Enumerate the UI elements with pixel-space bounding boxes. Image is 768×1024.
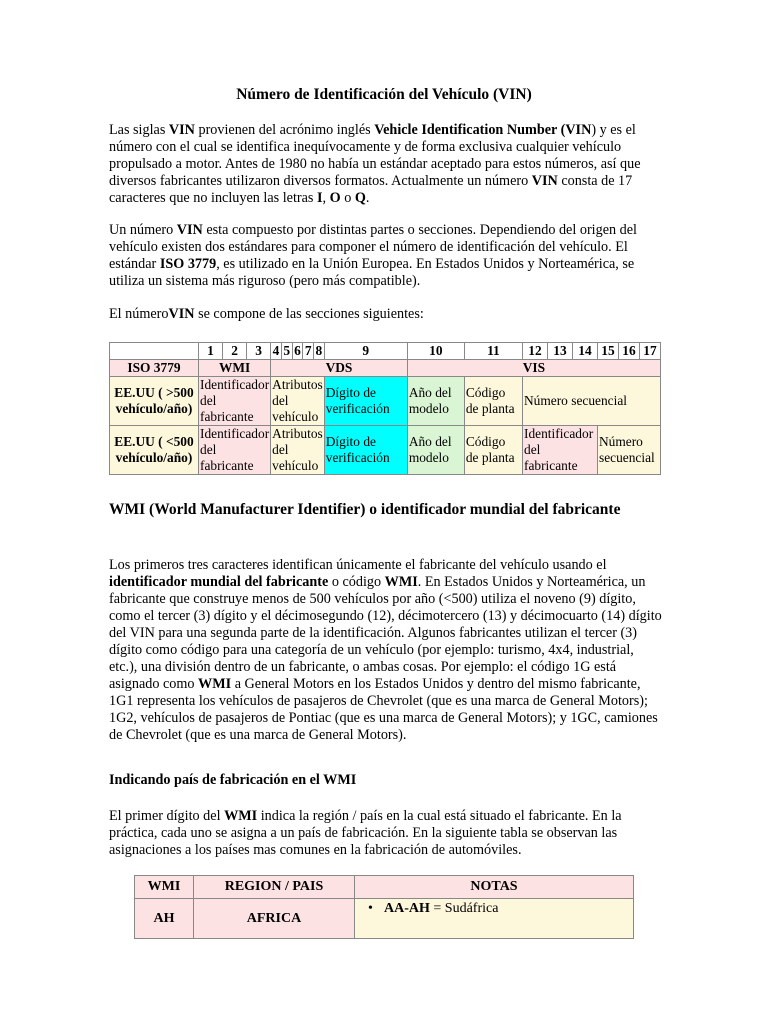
sequential-number-cell: Número secuencial xyxy=(598,426,661,475)
header-region: REGION / PAIS xyxy=(194,876,355,899)
subsection-heading: Indicando país de fabricación en el WMI xyxy=(109,772,357,788)
wmi-country-table xyxy=(134,875,634,939)
iso-label: ISO 3779 xyxy=(110,360,199,377)
country-paragraph: El primer dígito del WMI indica la región / país en la cual está situado el fabricante. En la práctica, cada uno se asigna a un país de fabricación. En la siguiente tabla se observan las asignaciones a los países mas comunes en la fabricación de automóviles. xyxy=(109,808,622,858)
digit-cell: 14 xyxy=(573,343,598,360)
us-more-500-row xyxy=(110,377,661,426)
sections-intro: El númeroVIN se compone de las secciones siguientes: xyxy=(109,306,424,322)
digit-cell: 2 xyxy=(223,343,247,360)
page-title: Número de Identificación del Vehículo (VIN) xyxy=(236,86,532,103)
digit-cell: 1 xyxy=(199,343,223,360)
digit-cell: 16 xyxy=(619,343,640,360)
plant-code-cell: Código de planta xyxy=(464,426,522,475)
digit-cell: 3 xyxy=(247,343,271,360)
iso-row xyxy=(110,360,661,377)
us-less-500-row xyxy=(110,426,661,475)
plant-code-cell: Código de planta xyxy=(464,377,522,426)
notes-cell xyxy=(355,899,634,939)
header-wmi: WMI xyxy=(135,876,194,899)
digit-cell: 13 xyxy=(548,343,573,360)
manufacturer-id-cell-2: Identificador del fabricante xyxy=(523,426,598,475)
wmi-code-cell: AH xyxy=(135,899,194,939)
digit-cell: 10 xyxy=(407,343,464,360)
digit-cell: 7 xyxy=(303,343,314,360)
digit-cell: 4 xyxy=(271,343,282,360)
digit-cell: 11 xyxy=(464,343,522,360)
digit-cell: 17 xyxy=(640,343,661,360)
list-item: • AA-AH = Sudáfrica xyxy=(356,901,632,917)
standards-paragraph: Un número VIN esta compuesto por distintas partes o secciones. Dependiendo del origen del vehículo existen dos estándares para componer el número de identificación del vehículo. El estándar ISO 3779, es utilizado en la Unión Europea. En Estados Unidos y Norteamérica, se utiliza un sistema más riguroso (pero más compatible). xyxy=(109,222,637,289)
sequential-number-cell: Número secuencial xyxy=(523,377,661,426)
vehicle-attributes-cell: Atributos del vehículo xyxy=(272,426,323,473)
digit-cell: 15 xyxy=(598,343,619,360)
us-more-label: EE.UU ( >500 vehículo/año) xyxy=(110,377,199,426)
table-row xyxy=(135,899,634,939)
header-notes: NOTAS xyxy=(355,876,634,899)
intro-paragraph: Las siglas VIN provienen del acrónimo inglés Vehicle Identification Number (VIN) y es el número con el cual se identifica inequívocamente y de forma exclusiva cualquier vehículo propulsado a motor. Antes de 1980 no había un estándar aceptado para estos números, así que diversos fabricantes utilizaron diversos formatos. Actualmente un número VIN consta de 17 caracteres que no incluyen las letras I, O o Q. xyxy=(109,122,641,206)
vds-section: VDS xyxy=(271,360,408,377)
digit-row xyxy=(110,343,661,360)
us-less-label: EE.UU ( <500 vehículo/año) xyxy=(110,426,199,475)
check-digit-cell: Dígito de verificación xyxy=(324,377,407,426)
manufacturer-id-cell: Identificador del fabricante xyxy=(200,426,270,473)
empty-cell xyxy=(110,343,199,360)
digit-cell: 5 xyxy=(281,343,292,360)
manufacturer-id-cell: Identificador del fabricante xyxy=(200,377,270,424)
digit-cell: 9 xyxy=(324,343,407,360)
digit-cell: 6 xyxy=(292,343,303,360)
section-heading-wmi: WMI (World Manufacturer Identifier) o identificador mundial del fabricante xyxy=(109,501,621,518)
model-year-cell: Año del modelo xyxy=(407,377,464,426)
check-digit-cell: Dígito de verificación xyxy=(324,426,407,475)
wmi-header-row xyxy=(135,876,634,899)
wmi-paragraph: Los primeros tres caracteres identifican únicamente el fabricante del vehículo usando el identificador mundial del fabricante o código WMI. En Estados Unidos y Norteamérica, un fabricante que construye menos de 500 vehículos por año (<500) utiliza el noveno (9) dígito, como el tercer (3) dígito y el décimosegundo (12), décimotercero (13) y décimocuarto (14) dígito del VIN para una segunda parte de la identificación. Algunos fabricantes utilizan el tercer (3) dígito como código para una categoría de un vehículo (por ejemplo: turismo, 4x4, industrial, etc.), una división dentro de un fabricante, o ambas cosas. Por ejemplo: el código 1G está asignado como WMI a General Motors en los Estados Unidos y dentro del mismo fabricante, 1G1 representa los vehículos de pasajeros de Chevrolet (que es una marca de General Motors); 1G2, vehículos de pasajeros de Pontiac (que es una marca de General Motors); y 1GC, camiones de Chevrolet (que es una marca de General Motors). xyxy=(109,557,662,743)
wmi-section: WMI xyxy=(199,360,271,377)
vehicle-attributes-cell: Atributos del vehículo xyxy=(272,377,323,424)
region-cell: AFRICA xyxy=(194,899,355,939)
vis-section: VIS xyxy=(407,360,660,377)
digit-cell: 8 xyxy=(314,343,325,360)
digit-cell: 12 xyxy=(523,343,548,360)
vin-structure-table xyxy=(109,342,661,475)
model-year-cell: Año del modelo xyxy=(407,426,464,475)
